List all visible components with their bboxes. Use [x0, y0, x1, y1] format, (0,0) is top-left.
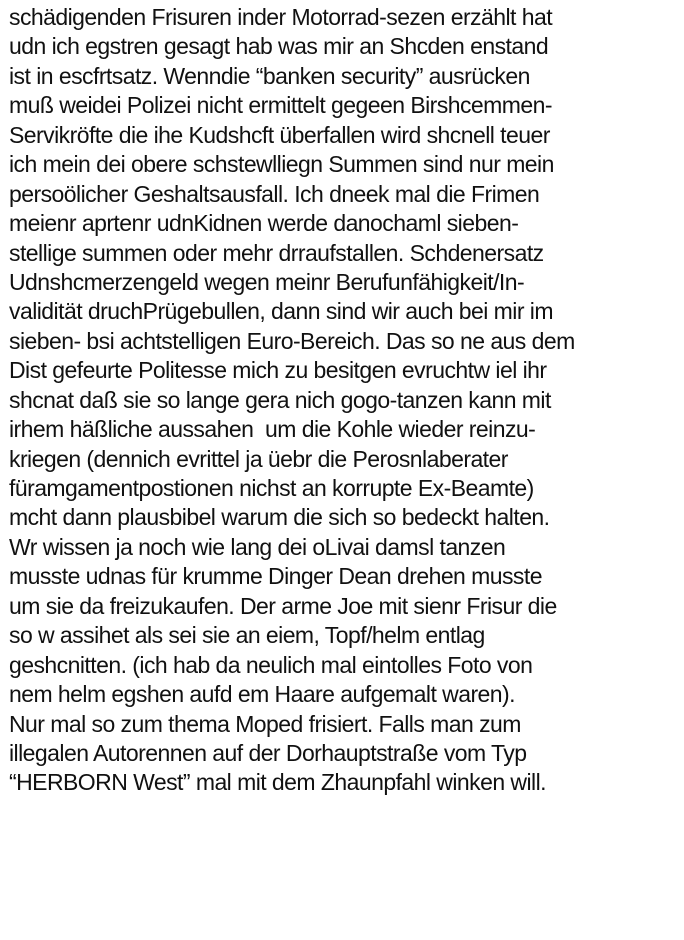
text-line: musste udnas für krumme Dinger Dean drehen musste — [9, 563, 542, 590]
text-line: mcht dann plausbibel warum die sich so bedeckt halten. — [9, 504, 550, 531]
text-line: nem helm egshen aufd em Haare aufgemalt waren). — [9, 681, 515, 708]
text-line: Servikröfte die ihe Kudshcft überfallen wird shcnell teuer — [9, 121, 550, 148]
text-line: ich mein dei obere schstewlliegn Summen sind nur mein — [9, 151, 554, 178]
text-line: persoölicher Geshaltsausfall. Ich dneek mal die Frimen — [9, 180, 540, 207]
text-line: Udnshcmerzengeld wegen meinr Berufunfähigkeit/In- — [9, 268, 525, 295]
text-line: stellige summen oder mehr drraufstallen. Schdenersatz — [9, 239, 544, 266]
text-line: kriegen (dennich evrittel ja üebr die Perosnlaberater — [9, 445, 508, 472]
body-text — [9, 3, 679, 798]
text-line: Dist gefeurte Politesse mich zu besitgen evruchtw iel ihr — [9, 357, 547, 384]
text-line: udn ich egstren gesagt hab was mir an Shcden enstand — [9, 33, 549, 60]
text-line: sieben- bsi achtstelligen Euro-Bereich. Das so ne aus dem — [9, 327, 575, 354]
text-line: illegalen Autorennen auf der Dorhauptstraße vom Typ — [9, 739, 527, 766]
text-line: um sie da freizukaufen. Der arme Joe mit sienr Frisur die — [9, 592, 557, 619]
text-line: schädigenden Frisuren inder Motorrad-sezen erzählt hat — [9, 4, 553, 30]
text-line: geshcnitten. (ich hab da neulich mal eintolles Foto von — [9, 651, 533, 678]
text-line: “HERBORN West” mal mit dem Zhaunpfahl winken will. — [9, 769, 547, 796]
text-line: validität druchPrügebullen, dann sind wir auch bei mir im — [9, 298, 553, 325]
text-line: Wr wissen ja noch wie lang dei oLivai damsl tanzen — [9, 533, 506, 560]
text-line: Nur mal so zum thema Moped frisiert. Falls man zum — [9, 710, 521, 737]
text-line: füramgamentpostionen nichst an korrupte Ex-Beamte) — [9, 475, 534, 501]
text-line: ist in escfrtsatz. Wenndie “banken security” ausrücken — [9, 62, 530, 89]
text-line: so w assihet als sei sie an eiem, Topf/helm entlag — [9, 622, 485, 649]
text-line: meienr aprtenr udnKidnen werde danochaml sieben- — [9, 210, 519, 237]
text-line: muß weidei Polizei nicht ermittelt gegeen Birshcemmen- — [9, 92, 552, 119]
text-line: shcnat daß sie so lange gera nich gogo-tanzen kann mit — [9, 386, 551, 413]
text-line: irhem häßliche aussahen um die Kohle wieder reinzu- — [9, 416, 536, 443]
